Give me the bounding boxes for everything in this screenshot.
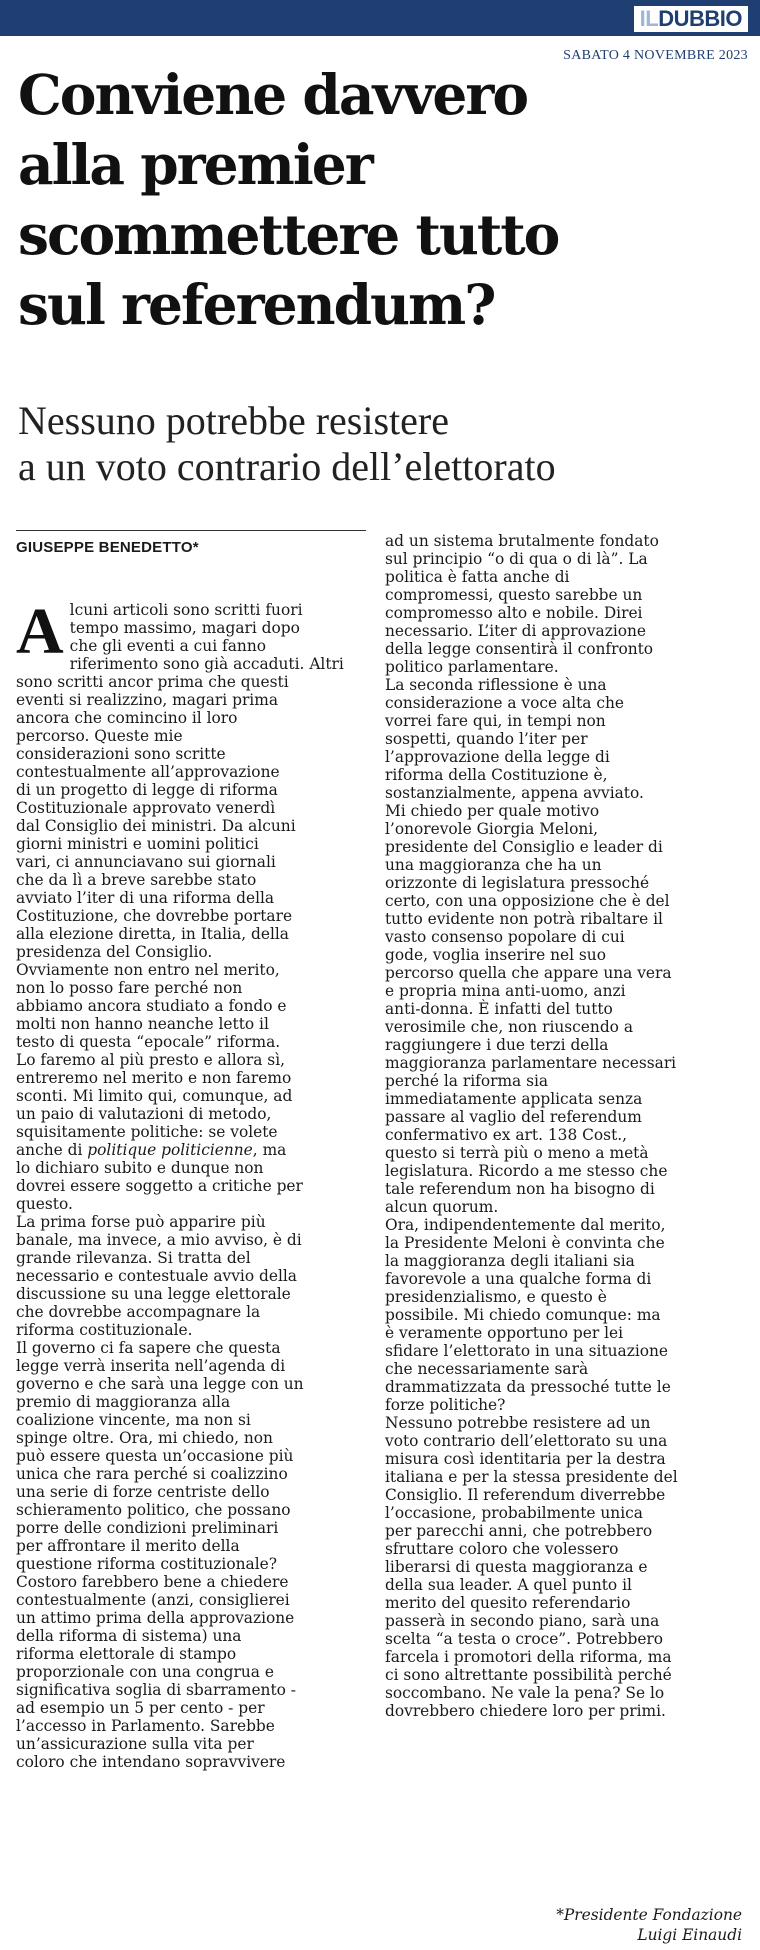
article-text-line: passerà in secondo piano, sarà una	[385, 1612, 660, 1630]
article-text-line: considerazione a voce alta che	[385, 694, 624, 712]
article-text-line: unica che rara perché si coalizzino	[16, 1465, 288, 1483]
article-text-line: la Presidente Meloni è convinta che	[385, 1234, 665, 1252]
article-text-line: una maggioranza che ha un	[385, 856, 602, 874]
article-text-line: Costoro farebbero bene a chiedere	[16, 1573, 289, 1591]
article-text-line: tutto evidente non potrà ribaltare il	[385, 910, 663, 928]
article-text-line: riforma della Costituzione è,	[385, 766, 608, 784]
article-text-line: la maggioranza degli italiani sia	[385, 1252, 635, 1270]
article-text-line: significativa soglia di sbarramento -	[16, 1681, 297, 1699]
article-text-line: Ovviamente non entro nel merito,	[16, 961, 280, 979]
article-text-line: passare al vaglio del referendum	[385, 1108, 642, 1126]
article-text-line: politica è fatta anche di	[385, 568, 570, 586]
article-text-line: drammatizzata da pressoché tutte le	[385, 1378, 671, 1396]
article-text-line: governo e che sarà una legge con un	[16, 1375, 304, 1393]
article-text-line: ancora che comincino il loro	[16, 709, 238, 727]
article-text-line: riforma elettorale di stampo	[16, 1645, 237, 1663]
article-text-line: dovrei essere soggetto a critiche per	[16, 1177, 303, 1195]
headline-line: scommettere tutto	[18, 202, 559, 267]
article-text-line: banale, ma invece, a mio avviso, è di	[16, 1231, 302, 1249]
article-text-line: una serie di forze centriste dello	[16, 1483, 270, 1501]
article-text-line: maggioranza parlamentare necessari	[385, 1054, 677, 1072]
article-text-line: sospetti, quando l’iter per	[385, 730, 588, 748]
article-text-line: anti-donna. È infatti del tutto	[385, 1000, 613, 1018]
article-text-line: Consiglio. Il referendum diverrebbe	[385, 1486, 666, 1504]
article-text-line: è veramente opportuno per lei	[385, 1324, 624, 1342]
article-text-line: Il governo ci fa sapere che questa	[16, 1339, 281, 1357]
article-text-line: dovrebbero chiedere loro per primi.	[385, 1702, 666, 1720]
article-text-line: della legge consentirà il confronto	[385, 640, 654, 658]
article-text-line: certo, con una opposizione che è del	[385, 892, 670, 910]
article-text-line: di un progetto di legge di riforma	[16, 781, 278, 799]
article-text-line: vasto consenso popolare di cui	[385, 928, 625, 946]
article-text-line: per parecchi anni, che potrebbero	[385, 1522, 653, 1540]
article-text-line: può essere questa un’occasione più	[16, 1447, 294, 1465]
article-text-line: legge verrà inserita nell’agenda di	[16, 1357, 286, 1375]
article-text-line: grande rilevanza. Si tratta del	[16, 1249, 251, 1267]
article-text-line: Lo faremo al più presto e allora sì,	[16, 1051, 286, 1069]
article-column-left	[16, 530, 366, 1771]
article-text-line: e propria mina anti-uomo, anzi	[385, 982, 626, 1000]
drop-cap: A	[16, 595, 64, 668]
article-text-line: proporzionale con una congrua e	[16, 1663, 274, 1681]
article-author: GIUSEPPE BENEDETTO*	[16, 539, 199, 556]
article-text-line: Mi chiedo per quale motivo	[385, 802, 600, 820]
article-text-line: gode, voglia inserire nel suo	[385, 946, 606, 964]
signature-line: Luigi Einaudi	[637, 1926, 742, 1944]
article-text-line: Costituzione, che dovrebbe portare	[16, 907, 293, 925]
article-text-line: squisitamente politiche: se volete	[16, 1123, 278, 1141]
article-text-line: giorni ministri e uomini politici	[16, 835, 259, 853]
article-text-line: ci sono altrettante possibilità perché	[385, 1666, 672, 1684]
article-text-line: raggiungere i due terzi della	[385, 1036, 609, 1054]
article-text-line: La seconda riflessione è una	[385, 676, 607, 694]
article-text-line: sfidare l’elettorato in una situazione	[385, 1342, 669, 1360]
headline-line: alla premier	[18, 132, 372, 197]
article-text-line: vari, ci annunciavano sui giornali	[16, 853, 276, 871]
article-text-line: compromessi, questo sarebbe un	[385, 586, 643, 604]
article-text-line: riforma costituzionale.	[16, 1321, 193, 1339]
article-text-line: sfruttare coloro che volessero	[385, 1540, 619, 1558]
article-text-line: orizzonte di legislatura pressoché	[385, 874, 650, 892]
article-text-line: merito del quesito referendario	[385, 1594, 631, 1612]
article-text-line: sul principio “o di qua o di là”. La	[385, 550, 648, 568]
article-text-line: discussione su una legge elettorale	[16, 1285, 291, 1303]
article-text-line: questo.	[16, 1195, 73, 1213]
article-text-line: voto contrario dell’elettorato su una	[385, 1432, 668, 1450]
article-text-line: sono scritti ancor prima che questi	[16, 673, 289, 691]
article-text-line: spinge oltre. Ora, mi chiedo, non	[16, 1429, 273, 1447]
article-text-line: presidenza del Consiglio.	[16, 943, 213, 961]
article-text-line: percorso quella che appare una vera	[385, 964, 672, 982]
article-text-line: della sua leader. A quel punto il	[385, 1576, 632, 1594]
article-text-line: necessario. L’iter di approvazione	[385, 622, 647, 640]
article-text-line: un paio di valutazioni di metodo,	[16, 1105, 272, 1123]
article-text-line: entreremo nel merito e non faremo	[16, 1069, 292, 1087]
article-text-line: un’assicurazione sulla vita per	[16, 1735, 254, 1753]
article-text-line: compromesso alto e nobile. Direi	[385, 604, 643, 622]
article-text-line: l’accesso in Parlamento. Sarebbe	[16, 1717, 275, 1735]
article-text-line: sconti. Mi limito qui, comunque, ad	[16, 1087, 293, 1105]
article-text-line: che necessariamente sarà	[385, 1360, 589, 1378]
logo-prefix: IL	[639, 6, 659, 31]
article-text-line: lo dichiaro subito e dunque non	[16, 1159, 264, 1177]
article-text-line: anche di politique politicienne, ma	[16, 1141, 287, 1159]
article-text-line: un attimo prima della approvazione	[16, 1609, 295, 1627]
article-text-line: presidente del Consiglio e leader di	[385, 838, 663, 856]
article-text-line: che da lì a breve sarebbe stato	[16, 871, 257, 889]
article-text-line: tempo massimo, magari dopo	[69, 619, 300, 637]
subtitle-line: a un voto contrario dell’elettorato	[18, 444, 556, 489]
article-text-line: ad un sistema brutalmente fondato	[385, 532, 659, 550]
headline-line: Conviene davvero	[18, 62, 528, 127]
article-column-right	[385, 532, 740, 1720]
article-text-line: legislatura. Ricordo a me stesso che	[385, 1162, 668, 1180]
article-text-line: l’occasione, probabilmente unica	[385, 1504, 643, 1522]
article-text-line: La prima forse può apparire più	[16, 1213, 266, 1231]
article-text-line: misura così identitaria per la destra	[385, 1450, 666, 1468]
author-signature	[556, 1905, 742, 1945]
article-text-line: premio di maggioranza alla	[16, 1393, 231, 1411]
article-text-line: ad esempio un 5 per cento - per	[16, 1699, 265, 1717]
article-text-line: immediatamente applicata senza	[385, 1090, 643, 1108]
article-text-line: testo di questa “epocale” riforma.	[16, 1033, 281, 1051]
article-text-line: eventi si realizzino, magari prima	[16, 691, 278, 709]
article-text-line: della riforma di sistema) una	[16, 1627, 242, 1645]
article-text-line: alla elezione diretta, in Italia, della	[16, 925, 289, 943]
article-text-line: questione riforma costituzionale?	[16, 1555, 277, 1573]
article-text-line: schieramento politico, che possano	[16, 1501, 291, 1519]
article-text-line: sostanzialmente, appena avviato.	[385, 784, 644, 802]
logo-main: DUBBIO	[658, 6, 742, 31]
article-text-line: dal Consiglio dei ministri. Da alcuni	[16, 817, 296, 835]
article-text-line: che gli eventi a cui fanno	[69, 637, 266, 655]
article-text-line: percorso. Queste mie	[16, 727, 183, 745]
article-text-line: liberarsi di questa maggioranza e	[385, 1558, 648, 1576]
article-text-line: molti non hanno neanche letto il	[16, 1015, 269, 1033]
article-text-line: l’onorevole Giorgia Meloni,	[385, 820, 599, 838]
article-text-line: italiana e per la stessa presidente del	[385, 1468, 678, 1486]
article-text-line: perché la riforma sia	[385, 1072, 549, 1090]
article-text-line: farcela i promotori della riforma, ma	[385, 1648, 672, 1666]
article-text-line: presidenzialismo, e questo è	[385, 1288, 607, 1306]
article-text-line: confermativo ex art. 138 Cost.,	[385, 1126, 628, 1144]
article-text-line: soccombano. Ne vale la pena? Se lo	[385, 1684, 665, 1702]
italic-phrase: politique politicienne	[87, 1141, 253, 1159]
article-text-line: Costituzionale approvato venerdì	[16, 799, 276, 817]
article-text-line: l’approvazione della legge di	[385, 748, 610, 766]
signature-line: *Presidente Fondazione	[556, 1906, 742, 1924]
article-text-line: verosimile che, non riuscendo a	[385, 1018, 634, 1036]
headline-line: sul referendum?	[18, 272, 495, 337]
article-text-line: porre delle condizioni preliminari	[16, 1519, 279, 1537]
article-text-line: per affrontare il merito della	[16, 1537, 240, 1555]
article-text-line: favorevole a una qualche forma di	[385, 1270, 652, 1288]
article-text-line: vorrei fare qui, in tempi non	[385, 712, 606, 730]
article-text-line: Nessuno potrebbe resistere ad un	[385, 1414, 651, 1432]
article-text-line: tale referendum non ha bisogno di	[385, 1180, 655, 1198]
article-text-line: riferimento sono già accaduti. Altri	[69, 655, 344, 673]
article-text-line: che dovrebbe accompagnare la	[16, 1303, 261, 1321]
article-text-line: abbiamo ancora studiato a fondo e	[16, 997, 287, 1015]
article-text-line: politico parlamentare.	[385, 658, 559, 676]
article-text-line: avviato l’iter di una riforma della	[16, 889, 275, 907]
article-subtitle	[18, 398, 738, 490]
article-text-line: coloro che intendano sopravvivere	[16, 1753, 286, 1771]
article-headline	[18, 60, 718, 340]
author-divider	[16, 530, 366, 531]
article-text-line: contestualmente (anzi, consiglierei	[16, 1591, 290, 1609]
subtitle-line: Nessuno potrebbe resistere	[18, 398, 449, 443]
article-text-line: non lo posso fare perché non	[16, 979, 243, 997]
article-text-line: Ora, indipendentemente dal merito,	[385, 1216, 666, 1234]
article-text-line: questo si terrà più o meno a metà	[385, 1144, 649, 1162]
article-text-line: possibile. Mi chiedo comunque: ma	[385, 1306, 661, 1324]
article-text-line: lcuni articoli sono scritti fuori	[69, 601, 303, 619]
article-text-line: alcun quorum.	[385, 1198, 499, 1216]
newspaper-logo	[634, 6, 748, 32]
article-text-line: coalizione vincente, ma non si	[16, 1411, 251, 1429]
article-text-line: scelta “a testa o croce”. Potrebbero	[385, 1630, 664, 1648]
article-text-line: contestualmente all’approvazione	[16, 763, 280, 781]
article-text-line: considerazioni sono scritte	[16, 745, 226, 763]
article-text-line: forze politiche?	[385, 1396, 506, 1414]
article-text-line: necessario e contestuale avvio della	[16, 1267, 297, 1285]
publication-date: SABATO 4 NOVEMBRE 2023	[563, 48, 748, 63]
